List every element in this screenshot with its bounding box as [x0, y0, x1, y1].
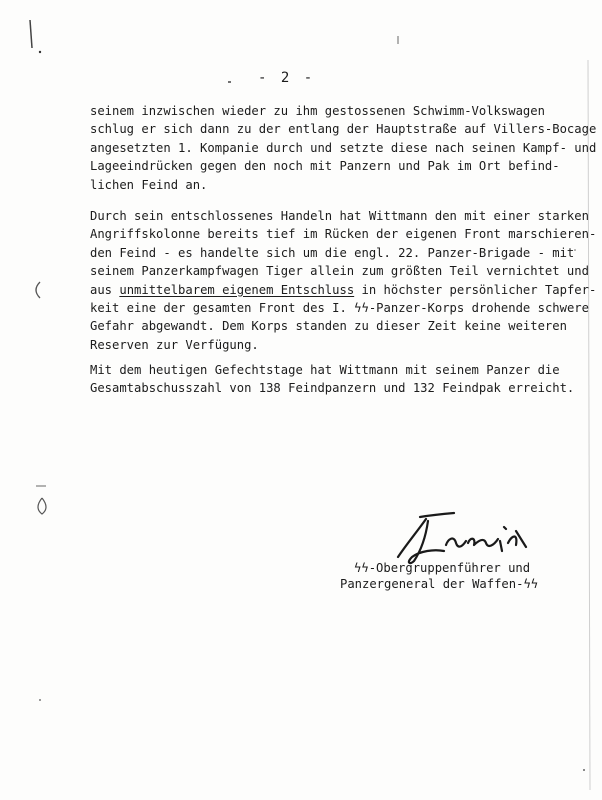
text-segment: -Panzer-Korps drohende schwere — [368, 301, 589, 316]
text-segment: aus — [90, 282, 120, 297]
text-line: Gesamtabschusszahl von 138 Feindpanzern und 132 Feindpak erreicht. — [90, 381, 575, 396]
text-line: lichen Feind an. — [90, 177, 208, 192]
text-line: schlug er sich dann zu der entlang der Hauptstraße auf Villers-Bocage — [90, 122, 597, 137]
text-segment: in höchster persönlicher Tapfer- — [354, 282, 597, 297]
text-line: Durch sein entschlossenes Handeln hat Wittmann den mit einer starken — [90, 209, 589, 223]
paragraph-1 — [90, 102, 597, 194]
text-line: Angriffskolonne bereits tief im Rücken der eigenen Front marschieren- — [90, 227, 597, 242]
paragraph-3 — [90, 361, 590, 398]
rank-line-1 — [340, 560, 538, 576]
text-line: Lageeindrücken gegen den noch mit Panzern und Pak im Ort befind- — [90, 159, 560, 174]
page-number: - 2 - — [258, 70, 316, 86]
paragraph-2 — [90, 207, 597, 354]
text-line — [90, 281, 597, 299]
ss-runes: ϟϟ — [354, 561, 369, 575]
text-line: den Feind - es handelte sich um die engl. 22. Panzer-Brigade - mit — [90, 245, 575, 260]
ss-runes: ϟϟ — [354, 301, 369, 316]
text-segment: -Obergruppenführer und — [368, 561, 531, 575]
text-line: seinem Panzerkampfwagen Tiger allein zum größten Teil vernichtet und — [90, 264, 589, 279]
text-line: Gefahr abgewandt. Dem Korps standen zu dieser Zeit keine weiteren — [90, 319, 567, 334]
ss-runes: ϟϟ — [523, 577, 539, 591]
text-line — [90, 299, 590, 317]
text-line: seinem inzwischen wieder zu ihm gestossenen Schwimm-Volkswagen — [90, 104, 545, 118]
text-segment: Panzergeneral der Waffen- — [340, 577, 524, 591]
text-line: Mit dem heutigen Gefechtstage hat Wittmann mit seinem Panzer die — [90, 363, 560, 377]
text-segment: keit eine der gesamten Front des I. — [90, 301, 355, 316]
text-line: Reserven zur Verfügung. — [90, 337, 259, 352]
text-line: angesetzten 1. Kompanie durch und setzte diese nach seinen Kampf- und — [90, 140, 597, 155]
rank-line-2 — [340, 576, 538, 592]
signature-title — [340, 560, 538, 592]
underlined-phrase: unmittelbarem eigenem Entschluss — [119, 282, 355, 297]
